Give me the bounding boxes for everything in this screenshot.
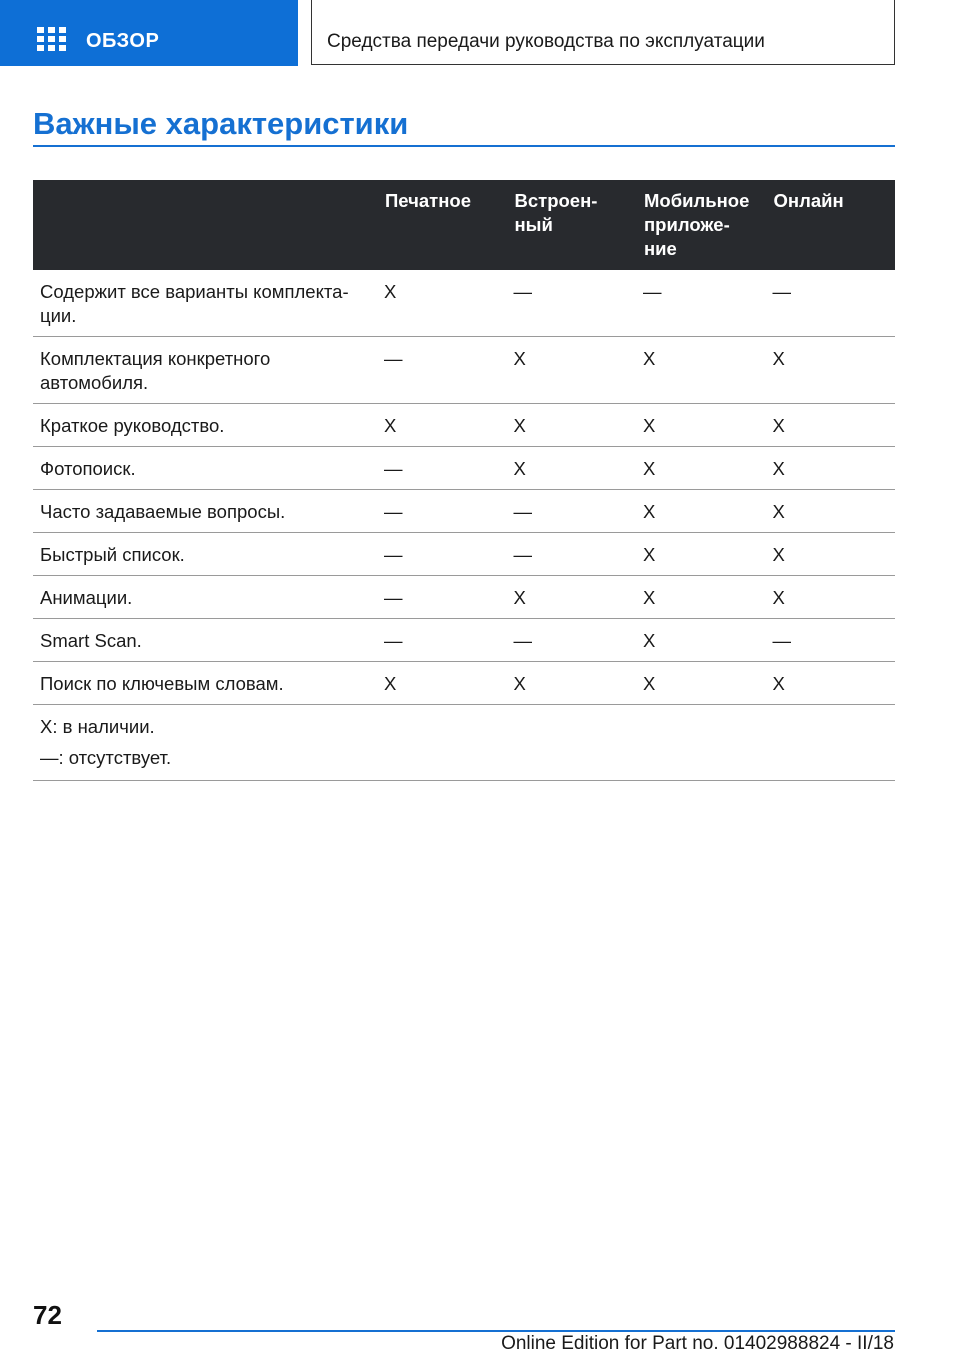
availability-cell: — xyxy=(636,270,766,337)
breadcrumb[interactable] xyxy=(311,0,895,65)
availability-cell: X xyxy=(636,404,766,447)
availability-cell: — xyxy=(507,619,637,662)
availability-cell: X xyxy=(377,270,507,337)
feature-cell: Часто задаваемые вопросы. xyxy=(33,490,377,533)
availability-cell: X xyxy=(636,337,766,404)
table-row xyxy=(33,447,895,490)
availability-cell: X xyxy=(766,404,896,447)
availability-cell: X xyxy=(766,447,896,490)
page-title: Важные характеристики xyxy=(33,106,409,141)
feature-cell: Поиск по ключевым словам. xyxy=(33,662,377,705)
header-bar xyxy=(0,0,960,66)
legend-cell xyxy=(33,705,895,781)
column-header-2: Встроен- ный xyxy=(507,180,637,270)
title-divider xyxy=(33,145,895,147)
feature-cell: Smart Scan. xyxy=(33,619,377,662)
availability-cell: — xyxy=(377,533,507,576)
availability-cell: — xyxy=(507,490,637,533)
availability-cell: — xyxy=(377,576,507,619)
availability-cell: — xyxy=(766,619,896,662)
legend-item: —: отсутствует. xyxy=(40,747,172,768)
availability-cell: X xyxy=(636,533,766,576)
availability-cell: X xyxy=(507,576,637,619)
availability-cell: X xyxy=(636,447,766,490)
availability-cell: — xyxy=(766,270,896,337)
feature-cell: Быстрый список. xyxy=(33,533,377,576)
availability-cell: — xyxy=(377,337,507,404)
availability-cell: X xyxy=(766,490,896,533)
breadcrumb-text: Средства передачи руководства по эксплуатации xyxy=(327,31,765,52)
availability-cell: X xyxy=(507,337,637,404)
feature-cell: Фотопоиск. xyxy=(33,447,377,490)
table-row xyxy=(33,576,895,619)
section-label: ОБЗОР xyxy=(86,30,160,52)
availability-cell: X xyxy=(636,619,766,662)
availability-cell: X xyxy=(636,662,766,705)
availability-cell: X xyxy=(636,576,766,619)
column-header-4: Онлайн xyxy=(766,180,896,270)
table-row xyxy=(33,619,895,662)
availability-cell: X xyxy=(507,662,637,705)
legend-item: X: в наличии. xyxy=(40,716,155,737)
availability-cell: — xyxy=(377,447,507,490)
table-row xyxy=(33,270,895,337)
table-row xyxy=(33,404,895,447)
table-row xyxy=(33,662,895,705)
availability-cell: X xyxy=(377,404,507,447)
availability-cell: X xyxy=(636,490,766,533)
feature-cell: Краткое руководство. xyxy=(33,404,377,447)
availability-cell: — xyxy=(507,533,637,576)
availability-cell: X xyxy=(766,576,896,619)
availability-cell: X xyxy=(766,662,896,705)
features-table xyxy=(33,180,895,781)
availability-cell: X xyxy=(766,533,896,576)
availability-cell: X xyxy=(507,447,637,490)
footer-divider xyxy=(97,1330,895,1332)
legend-row xyxy=(33,705,895,781)
availability-cell: X xyxy=(377,662,507,705)
table-row xyxy=(33,533,895,576)
availability-cell: X xyxy=(507,404,637,447)
footer-edition-text: Online Edition for Part no. 01402988824 - II/18 xyxy=(501,1333,894,1354)
feature-cell: Содержит все варианты комплекта- ции. xyxy=(33,270,377,337)
page-number: 72 xyxy=(33,1300,62,1330)
table-row xyxy=(33,337,895,404)
section-tab-overview[interactable] xyxy=(0,0,298,66)
availability-cell: — xyxy=(377,490,507,533)
column-header-3: Мобильное приложе- ние xyxy=(636,180,766,270)
availability-cell: — xyxy=(507,270,637,337)
feature-cell: Анимации. xyxy=(33,576,377,619)
availability-cell: — xyxy=(377,619,507,662)
table-header-row xyxy=(33,180,895,270)
grid-icon xyxy=(37,27,67,51)
column-header-feature xyxy=(33,180,377,270)
availability-cell: X xyxy=(766,337,896,404)
table-row xyxy=(33,490,895,533)
feature-cell: Комплектация конкретного автомобиля. xyxy=(33,337,377,404)
column-header-1: Печатное xyxy=(377,180,507,270)
